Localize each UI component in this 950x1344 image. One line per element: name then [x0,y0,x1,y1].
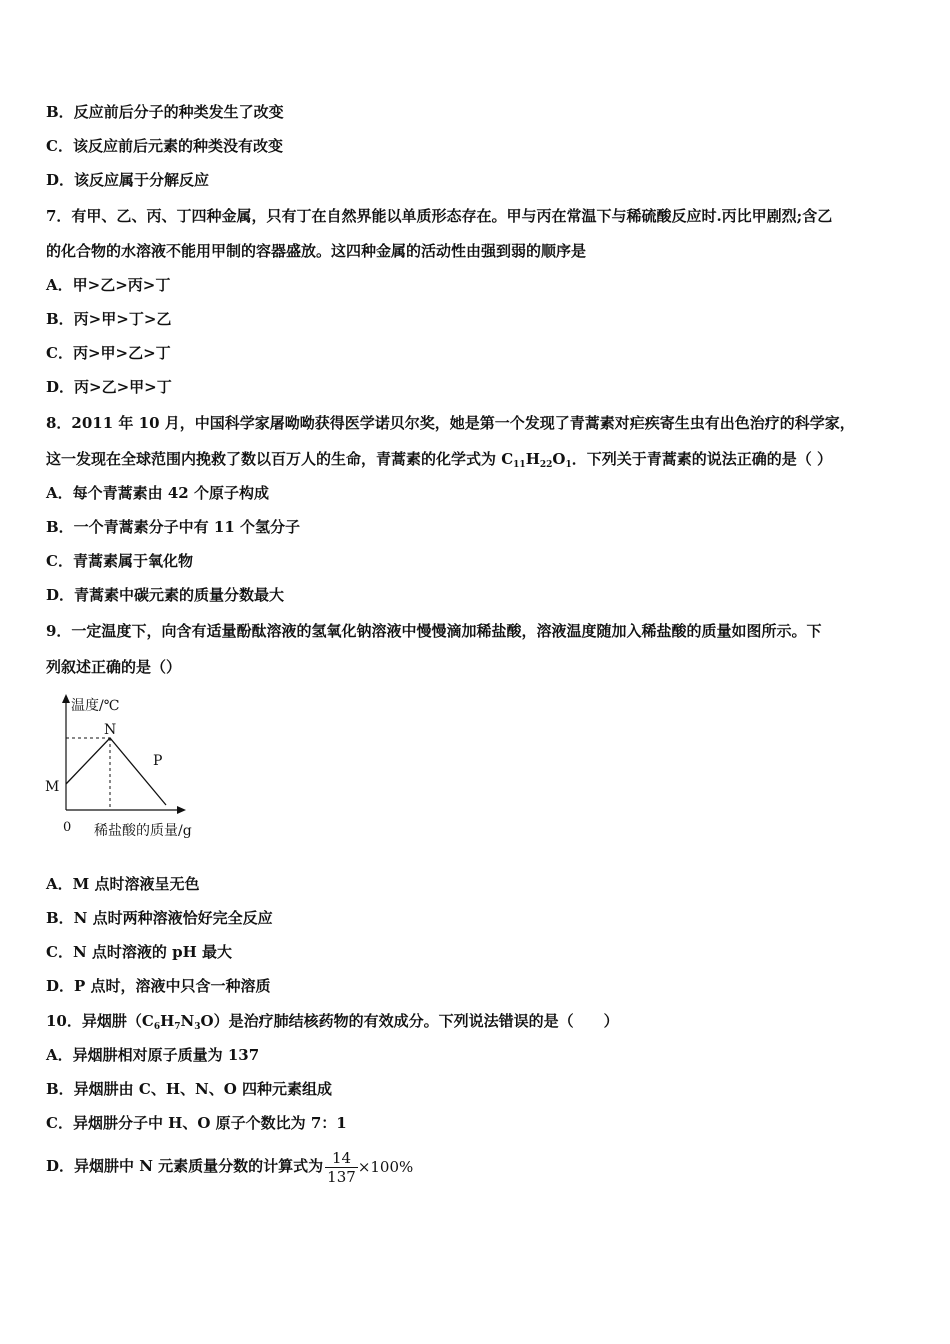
q8-option-b: B．一个青蒿素分子中有 11 个氢分子 [46,518,300,536]
q10-n: N [180,1012,195,1030]
fraction-suffix: ×100% [357,1158,414,1176]
q8-stem-after: ．下列关于青蒿素的说法正确的是（ ） [571,450,832,468]
point-n-label: N [104,722,117,738]
q6-option-c: C．该反应前后元素的种类没有改变 [46,137,283,155]
q10-stem [46,1011,912,1037]
fraction-numerator: 14 [331,1148,352,1167]
q9-stem-line2: 列叙述正确的是（） [46,658,182,676]
q8-stem-before: 这一发现在全球范围内挽救了数以百万人的生命，青蒿素的化学式为 C [46,450,514,468]
q8-option-d: D．青蒿素中碳元素的质量分数最大 [46,586,285,604]
q10-option-b: B．异烟肼由 C、H、N、O 四种元素组成 [46,1080,333,1098]
q7-option-a: A．甲>乙>丙>丁 [46,276,171,294]
q10-stem-before: 10．异烟肼（C [46,1012,154,1030]
q6-option-b: B．反应前后分子的种类发生了改变 [46,103,284,121]
q9-stem-line1: 9．一定温度下，向含有适量酚酞溶液的氢氧化钠溶液中慢慢滴加稀盐酸，溶液温度随加入稀盐酸的质量如图所示。下 [46,622,822,640]
q7-stem-line2: 的化合物的水溶液不能用甲制的容器盛放。这四种金属的活动性由强到弱的顺序是 [46,242,587,260]
q7-option-c: C．丙>甲>乙>丁 [46,344,171,362]
q10-sub-n: 3 [194,1022,201,1032]
q10-option-d [46,1148,912,1186]
x-axis-label: 稀盐酸的质量/g [94,823,192,839]
q8-o: O [552,450,566,468]
q7-option-d: D．丙>乙>甲>丁 [46,378,172,396]
q8-sub-h: 22 [539,460,553,470]
q8-stem-line2 [46,449,912,475]
x-axis-arrow [177,806,186,814]
q10-option-d-text: D．异烟肼中 N 元素质量分数的计算式为 [46,1157,324,1175]
y-axis-arrow [62,694,70,703]
point-p-label: P [153,753,163,769]
fraction-denominator: 137 [327,1167,356,1186]
mass-fraction [325,1149,358,1186]
q8-h: H [525,450,540,468]
q8-sub-o: 1 [565,460,572,470]
y-axis-label: 温度/℃ [71,698,120,714]
q10-stem-after: O）是治疗肺结核药物的有效成分。下列说法错误的是（ ） [200,1012,619,1030]
temperature-curve [66,738,166,805]
q8-option-c: C．青蒿素属于氧化物 [46,552,193,570]
q9-option-a: A．M 点时溶液呈无色 [46,875,200,893]
q8-option-a: A．每个青蒿素由 42 个原子构成 [46,484,269,502]
q8-sub-c: 11 [513,460,526,470]
q7-stem-line1: 7．有甲、乙、丙、丁四种金属，只有丁在自然界能以单质形态存在。甲与丙在常温下与稀硫酸反应时.丙比甲剧烈;含乙 [46,207,833,225]
q9-option-d: D．P 点时，溶液中只含一种溶质 [46,977,271,995]
q7-option-b: B．丙>甲>丁>乙 [46,310,172,328]
q9-option-b: B．N 点时两种溶液恰好完全反应 [46,909,273,927]
q8-stem-line1: 8．2011 年 10 月，中国科学家屠呦呦获得医学诺贝尔奖，她是第一个发现了青蒿素对疟疾寄生虫有出色治疗的科学家， [46,414,855,432]
q9-option-c: C．N 点时溶液的 pH 最大 [46,943,232,961]
temperature-graph [40,690,220,842]
q10-option-a: A．异烟肼相对原子质量为 137 [46,1046,260,1064]
q10-h: H [160,1012,175,1030]
q6-option-d: D．该反应属于分解反应 [46,171,210,189]
point-m-label: M [45,779,60,795]
q10-sub-h: 7 [174,1022,181,1032]
q10-option-c: C．异烟肼分子中 H、O 原子个数比为 7：1 [46,1114,347,1132]
q10-sub-c: 6 [153,1022,161,1032]
origin-label: 0 [63,820,72,835]
